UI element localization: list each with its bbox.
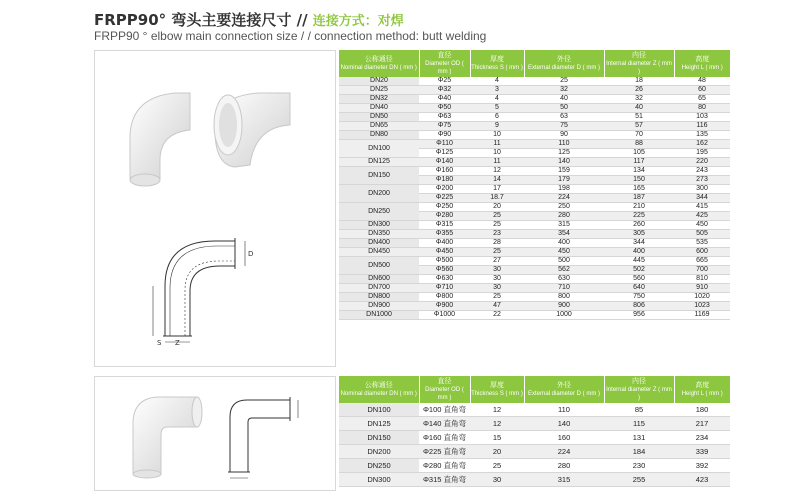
header-cn: 高度 xyxy=(695,55,710,63)
table-cell: 400 xyxy=(524,239,604,248)
table-cell: 116 xyxy=(674,122,730,131)
table-cell: 1000 xyxy=(524,311,604,320)
table-cell: 110 xyxy=(524,403,604,417)
table-cell: 47 xyxy=(470,302,524,311)
table-cell: 20 xyxy=(470,445,524,459)
header-2 xyxy=(470,50,524,77)
table-cell: 25 xyxy=(470,293,524,302)
title-method: 连接方式：对焊 xyxy=(312,14,404,29)
table-cell: 20 xyxy=(470,203,524,212)
table-cell: DN300 xyxy=(339,221,419,230)
table-cell: Φ400 xyxy=(419,239,470,248)
table-row xyxy=(339,104,730,113)
table-cell: 140 xyxy=(524,158,604,167)
table-cell: 30 xyxy=(470,275,524,284)
table-cell: DN65 xyxy=(339,122,419,131)
header-3 xyxy=(524,50,604,77)
table-row xyxy=(339,230,730,239)
table-cell: DN200 xyxy=(339,185,419,203)
table-cell: 160 xyxy=(524,431,604,445)
table-cell: 135 xyxy=(674,131,730,140)
table-cell: DN100 xyxy=(339,140,419,158)
table-row xyxy=(339,445,730,459)
table-cell: 159 xyxy=(524,167,604,176)
table-row xyxy=(339,473,730,487)
table-cell: 800 xyxy=(524,293,604,302)
table-cell: 250 xyxy=(524,203,604,212)
table-cell: 260 xyxy=(604,221,674,230)
table-cell: 630 xyxy=(524,275,604,284)
table-cell: 90 xyxy=(524,131,604,140)
table-cell: 339 xyxy=(674,445,730,459)
table-cell: Φ710 xyxy=(419,284,470,293)
table-cell: Φ250 xyxy=(419,203,470,212)
table-cell: 110 xyxy=(524,140,604,149)
table-row xyxy=(339,122,730,131)
table-cell: 48 xyxy=(674,77,730,86)
table-cell: 131 xyxy=(604,431,674,445)
table-cell: 25 xyxy=(470,212,524,221)
table-cell: Φ225 直角弯 xyxy=(419,445,470,459)
table-cell: 10 xyxy=(470,131,524,140)
table-cell: 40 xyxy=(524,95,604,104)
table-cell: Φ280 直角弯 xyxy=(419,459,470,473)
table-cell: DN800 xyxy=(339,293,419,302)
header-cn: 直径 xyxy=(437,377,452,385)
table-row xyxy=(339,239,730,248)
header-5 xyxy=(674,50,730,77)
table-cell: 217 xyxy=(674,417,730,431)
table-row xyxy=(339,185,730,194)
header-en: Internal diameter Z ( mm ) xyxy=(606,60,672,75)
table-cell: Φ355 xyxy=(419,230,470,239)
right-angle-elbow-drawing xyxy=(220,392,310,482)
table-cell: 150 xyxy=(604,176,674,185)
table-cell: 198 xyxy=(524,185,604,194)
table-cell: 80 xyxy=(674,104,730,113)
table-cell: 15 xyxy=(470,431,524,445)
table-cell: 57 xyxy=(604,122,674,131)
table-row xyxy=(339,140,730,149)
table-row xyxy=(339,167,730,176)
table-cell: 117 xyxy=(604,158,674,167)
header-cn: 外径 xyxy=(557,55,571,63)
table-cell: 423 xyxy=(674,473,730,487)
table-cell: 280 xyxy=(524,459,604,473)
table-cell: 3 xyxy=(470,86,524,95)
header-en: Nominal diameter DN ( mm ) xyxy=(340,390,417,397)
header-4 xyxy=(604,50,674,77)
header-5 xyxy=(674,376,730,403)
table-cell: Φ180 xyxy=(419,176,470,185)
table-cell: 560 xyxy=(604,275,674,284)
elbow-illustration-panel xyxy=(94,50,336,367)
table-cell: 180 xyxy=(674,403,730,417)
table-cell: DN200 xyxy=(339,445,419,459)
elbow-size-table xyxy=(339,50,730,320)
table-cell: 17 xyxy=(470,185,524,194)
table-cell: 535 xyxy=(674,239,730,248)
table-cell: 6 xyxy=(470,113,524,122)
table-cell: DN300 xyxy=(339,473,419,487)
table-row xyxy=(339,302,730,311)
table-cell: 12 xyxy=(470,417,524,431)
table-cell: 28 xyxy=(470,239,524,248)
table-cell: DN250 xyxy=(339,459,419,473)
table-cell: 230 xyxy=(604,459,674,473)
table-cell: DN600 xyxy=(339,275,419,284)
table-cell: 179 xyxy=(524,176,604,185)
table-cell: DN20 xyxy=(339,77,419,86)
table-cell: 1020 xyxy=(674,293,730,302)
table-cell: Φ500 xyxy=(419,257,470,266)
right-angle-elbow-panel xyxy=(94,376,336,491)
elbow-technical-drawing xyxy=(145,226,285,346)
table-cell: 63 xyxy=(524,113,604,122)
table-cell: 50 xyxy=(524,104,604,113)
table-cell: 4 xyxy=(470,77,524,86)
table-cell: 450 xyxy=(524,248,604,257)
table-cell: Φ200 xyxy=(419,185,470,194)
table-cell: 103 xyxy=(674,113,730,122)
table-cell: DN500 xyxy=(339,257,419,275)
table-cell: Φ75 xyxy=(419,122,470,131)
table-cell: 30 xyxy=(470,473,524,487)
table-cell: 806 xyxy=(604,302,674,311)
table-row xyxy=(339,293,730,302)
table-cell: 134 xyxy=(604,167,674,176)
table-cell: 305 xyxy=(604,230,674,239)
table-cell: 26 xyxy=(604,86,674,95)
table-cell: 315 xyxy=(524,473,604,487)
table-cell: 18.7 xyxy=(470,194,524,203)
table-cell: 505 xyxy=(674,230,730,239)
right-angle-elbow-table xyxy=(339,376,730,487)
table-row xyxy=(339,275,730,284)
table-cell: 415 xyxy=(674,203,730,212)
table-cell: 184 xyxy=(604,445,674,459)
table-cell: 32 xyxy=(604,95,674,104)
table-cell: DN40 xyxy=(339,104,419,113)
table-cell: 300 xyxy=(674,185,730,194)
table-cell: DN25 xyxy=(339,86,419,95)
table-row xyxy=(339,131,730,140)
table-row xyxy=(339,459,730,473)
table-cell: 354 xyxy=(524,230,604,239)
table-cell: 9 xyxy=(470,122,524,131)
table-cell: DN50 xyxy=(339,113,419,122)
table-row xyxy=(339,257,730,266)
table-cell: Φ800 xyxy=(419,293,470,302)
table-cell: 243 xyxy=(674,167,730,176)
header-en: Height L ( mm ) xyxy=(681,390,723,397)
table-cell: 956 xyxy=(604,311,674,320)
header-en: Height L ( mm ) xyxy=(681,64,723,71)
table-cell: 115 xyxy=(604,417,674,431)
table-cell: 165 xyxy=(604,185,674,194)
table-cell: DN900 xyxy=(339,302,419,311)
table-cell: 22 xyxy=(470,311,524,320)
table-cell: Φ110 xyxy=(419,140,470,149)
table-cell: DN150 xyxy=(339,431,419,445)
table-cell: 140 xyxy=(524,417,604,431)
drawing-label-s: S xyxy=(157,339,162,346)
table-cell: Φ100 直角弯 xyxy=(419,403,470,417)
header-en: External diameter D ( mm ) xyxy=(527,64,600,71)
header-cn: 公称通径 xyxy=(364,55,393,63)
table-cell: 224 xyxy=(524,194,604,203)
table-cell: 75 xyxy=(524,122,604,131)
table-cell: 220 xyxy=(674,158,730,167)
table-cell: DN250 xyxy=(339,203,419,221)
table-cell: DN32 xyxy=(339,95,419,104)
table-row xyxy=(339,431,730,445)
table-cell: Φ25 xyxy=(419,77,470,86)
table-cell: 502 xyxy=(604,266,674,275)
table-cell: 25 xyxy=(524,77,604,86)
table-cell: DN100 xyxy=(339,403,419,417)
table-cell: Φ140 xyxy=(419,158,470,167)
table-row xyxy=(339,417,730,431)
table-row xyxy=(339,403,730,417)
table-cell: 51 xyxy=(604,113,674,122)
table-cell: 445 xyxy=(604,257,674,266)
table-cell: Φ125 xyxy=(419,149,470,158)
table-cell: 85 xyxy=(604,403,674,417)
header-cn: 厚度 xyxy=(490,55,504,63)
table-cell: 105 xyxy=(604,149,674,158)
table-cell: 14 xyxy=(470,176,524,185)
elbow-fitting-photo xyxy=(120,85,300,195)
table-cell: 392 xyxy=(674,459,730,473)
table-cell: Φ900 xyxy=(419,302,470,311)
table-cell: DN125 xyxy=(339,158,419,167)
table-cell: 210 xyxy=(604,203,674,212)
table-cell: 225 xyxy=(604,212,674,221)
table-row xyxy=(339,203,730,212)
table-cell: Φ160 xyxy=(419,167,470,176)
header-en: Diameter OD ( mm ) xyxy=(425,386,464,401)
table-cell: 910 xyxy=(674,284,730,293)
table-cell: Φ1000 xyxy=(419,311,470,320)
table-cell: 562 xyxy=(524,266,604,275)
drawing-label-d: D xyxy=(248,250,254,258)
table-cell: 344 xyxy=(674,194,730,203)
page-title xyxy=(94,9,404,30)
table-row xyxy=(339,221,730,230)
table-cell: Φ160 直角弯 xyxy=(419,431,470,445)
table-cell: 500 xyxy=(524,257,604,266)
table-cell: 60 xyxy=(674,86,730,95)
table-cell: 640 xyxy=(604,284,674,293)
table-cell: DN350 xyxy=(339,230,419,239)
table-cell: 162 xyxy=(674,140,730,149)
table-cell: Φ315 xyxy=(419,221,470,230)
header-cn: 内径 xyxy=(632,377,646,385)
header-cn: 外径 xyxy=(557,381,571,389)
right-angle-elbow-photo xyxy=(125,389,205,479)
header-3 xyxy=(524,376,604,403)
table-cell: Φ90 xyxy=(419,131,470,140)
table-row xyxy=(339,311,730,320)
table-cell: 224 xyxy=(524,445,604,459)
table-cell: 25 xyxy=(470,221,524,230)
title-main: FRPP90° 弯头主要连接尺寸 // xyxy=(94,11,308,29)
header-cn: 高度 xyxy=(695,381,710,389)
table-cell: 1169 xyxy=(674,311,730,320)
header-en: Thickness S ( mm ) xyxy=(471,390,523,397)
table-cell: DN150 xyxy=(339,167,419,185)
table-cell: 88 xyxy=(604,140,674,149)
table-cell: 600 xyxy=(674,248,730,257)
table-cell: 27 xyxy=(470,257,524,266)
table-cell: 25 xyxy=(470,248,524,257)
table-cell: 400 xyxy=(604,248,674,257)
header-en: Thickness S ( mm ) xyxy=(471,64,523,71)
table-cell: 700 xyxy=(674,266,730,275)
table-cell: 234 xyxy=(674,431,730,445)
header-cn: 公称通径 xyxy=(364,381,393,389)
header-en: Diameter OD ( mm ) xyxy=(425,60,464,75)
table-cell: 255 xyxy=(604,473,674,487)
table-cell: 65 xyxy=(674,95,730,104)
table-cell: 5 xyxy=(470,104,524,113)
table-cell: Φ140 直角弯 xyxy=(419,417,470,431)
table-cell: DN450 xyxy=(339,248,419,257)
table-cell: 30 xyxy=(470,266,524,275)
table-cell: DN80 xyxy=(339,131,419,140)
table-cell: Φ40 xyxy=(419,95,470,104)
table-cell: 12 xyxy=(470,403,524,417)
table-cell: 665 xyxy=(674,257,730,266)
table-cell: 12 xyxy=(470,167,524,176)
table-cell: 195 xyxy=(674,149,730,158)
table-cell: 1023 xyxy=(674,302,730,311)
table-cell: 11 xyxy=(470,158,524,167)
table-cell: Φ63 xyxy=(419,113,470,122)
table-cell: 450 xyxy=(674,221,730,230)
table-cell: 280 xyxy=(524,212,604,221)
table-cell: DN125 xyxy=(339,417,419,431)
table-cell: Φ225 xyxy=(419,194,470,203)
table-cell: DN700 xyxy=(339,284,419,293)
table-cell: 40 xyxy=(604,104,674,113)
table-cell: 187 xyxy=(604,194,674,203)
table-cell: 315 xyxy=(524,221,604,230)
table-cell: 125 xyxy=(524,149,604,158)
table-cell: 11 xyxy=(470,140,524,149)
table-row xyxy=(339,113,730,122)
table-cell: Φ630 xyxy=(419,275,470,284)
header-0 xyxy=(339,50,419,77)
page-subtitle: FRPP90 ° elbow main connection size / / connection method: butt welding xyxy=(94,29,487,43)
table-row xyxy=(339,248,730,257)
table-cell: 900 xyxy=(524,302,604,311)
header-0 xyxy=(339,376,419,403)
header-en: External diameter D ( mm ) xyxy=(527,390,600,397)
table-cell: DN1000 xyxy=(339,311,419,320)
table-cell: Φ315 直角弯 xyxy=(419,473,470,487)
table-cell: 70 xyxy=(604,131,674,140)
table-cell: 4 xyxy=(470,95,524,104)
table-cell: 810 xyxy=(674,275,730,284)
table-cell: 10 xyxy=(470,149,524,158)
table-cell: Φ50 xyxy=(419,104,470,113)
table-cell: 30 xyxy=(470,284,524,293)
table-cell: Φ32 xyxy=(419,86,470,95)
header-cn: 内径 xyxy=(632,51,646,59)
header-4 xyxy=(604,376,674,403)
table-cell: DN400 xyxy=(339,239,419,248)
table-cell: Φ450 xyxy=(419,248,470,257)
table-cell: 32 xyxy=(524,86,604,95)
header-1 xyxy=(419,50,470,77)
table-cell: 710 xyxy=(524,284,604,293)
header-en: Internal diameter Z ( mm ) xyxy=(606,386,672,401)
table-row xyxy=(339,86,730,95)
header-2 xyxy=(470,376,524,403)
table-cell: 344 xyxy=(604,239,674,248)
header-cn: 直径 xyxy=(437,51,452,59)
table-row xyxy=(339,158,730,167)
header-en: Nominal diameter DN ( mm ) xyxy=(340,64,417,71)
table-row xyxy=(339,284,730,293)
table-cell: 425 xyxy=(674,212,730,221)
header-cn: 厚度 xyxy=(490,381,504,389)
table-cell: Φ560 xyxy=(419,266,470,275)
table-cell: 25 xyxy=(470,459,524,473)
table-row xyxy=(339,95,730,104)
drawing-label-z: Z xyxy=(175,339,180,346)
table-row xyxy=(339,77,730,86)
table-cell: Φ280 xyxy=(419,212,470,221)
table-cell: 750 xyxy=(604,293,674,302)
header-1 xyxy=(419,376,470,403)
table-cell: 273 xyxy=(674,176,730,185)
table-cell: 23 xyxy=(470,230,524,239)
table-cell: 18 xyxy=(604,77,674,86)
